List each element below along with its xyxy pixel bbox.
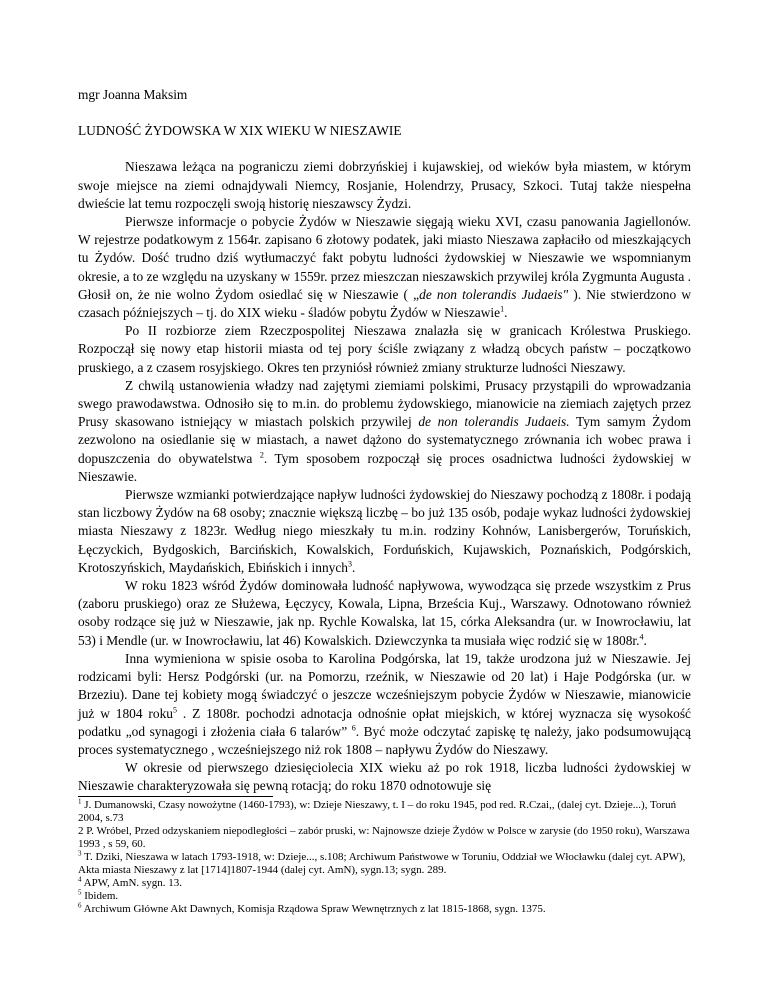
footnote bbox=[78, 890, 691, 903]
paragraph-text: ). Nie stwierdzono w czasach późniejszych – tj. do XIX wieku - śladów pobytu Żydów w Nieszawie bbox=[78, 286, 692, 321]
paragraph bbox=[78, 377, 691, 486]
footnote-mark: 3 bbox=[78, 849, 82, 858]
document-page bbox=[78, 86, 691, 916]
footnote-ref: 4 bbox=[639, 632, 644, 642]
paragraph-text: Nieszawa leżąca na pograniczu ziemi dobrzyńskiej i kujawskiej, od wieków była miastem, w którym swoje miejsce na ziemi odnajdywali Niemcy, Rosjanie, Holendrzy, Prusacy, Szkoci. Tutaj także niespełna dwieście lat temu rozpoczęli swoją historię nieszawscy Żydzi. bbox=[78, 159, 691, 211]
footnote-mark: 5 bbox=[78, 888, 82, 897]
footnote-text: Ibidem. bbox=[81, 890, 119, 903]
author-line: mgr Joanna Maksim bbox=[78, 87, 188, 102]
paragraph-text: W okresie od pierwszego dziesięciolecia XIX wieku aż po rok 1918, liczba ludności żydowskiej w Nieszawie charakteryzowała się pewną rotacją; do roku 1870 odnotowuje się bbox=[78, 760, 691, 794]
paragraph-text: Pierwsze wzmianki potwierdzające napływ ludności żydowskiej do Nieszawy pochodzą z 1808r. i podają stan liczbowy Żydów na 68 osoby; znacznie większą liczbę – bo już 135 osób, podaje wykaz ludności żydowskiej miasta Nieszawy z 1823r. Według niego mieszkały tu m.in. rodziny Kohnów, Lanisbergerów, Toruńskich, Łęczyckich, Bydgoskich, Barcińskich, Kowalskich, Forduńskich, Kujawskich, Poznańskich, Podgórskich, Krotoszyńskich, Maydańskich, Ebińskich i innych bbox=[78, 487, 691, 575]
paragraph-text: . Z 1808r. pochodzi adnotacja odnośnie opłat miejskich, w której wyznacza się wysokość podatku „od synagogi i złożenia ciała 6 talarów” bbox=[78, 705, 691, 739]
paragraph bbox=[78, 759, 691, 795]
paragraph-text: Po II rozbiorze ziem Rzeczpospolitej Nieszawa znalazła się w granicach Królestwa Pruskiego. Rozpoczął się nowy etap historii miasta od tej pory ściśle związany z władzą obcych państw – początkowo pruskiego, a z czasem rosyjskiego. Okres ten przyniósł również zmiany strukturze ludności Nieszawy. bbox=[78, 323, 691, 375]
footnote-ref: 6 bbox=[351, 723, 356, 733]
footnote bbox=[78, 796, 691, 825]
paragraph-text: . bbox=[643, 632, 647, 648]
body-text bbox=[78, 158, 691, 795]
latin-phrase: de non tolerandis Judaeis" bbox=[419, 286, 569, 302]
paragraph bbox=[78, 158, 691, 213]
paragraph-text: . Być może odczytać zapiskę tę należy, jako podsumowującą proces systematycznego , wcześniejszego niż rok 1808 – napływu Żydów do Nieszawy. bbox=[78, 723, 691, 757]
footnote-ref: 5 bbox=[172, 705, 177, 715]
footnote-text: APW, AmN. sygn. 13. bbox=[81, 877, 182, 890]
footnotes bbox=[78, 796, 691, 917]
paragraph bbox=[78, 322, 691, 377]
footnote-mark: 4 bbox=[78, 875, 82, 884]
paragraph-text: Tym samym Żydom zezwolono na osiedlanie się w miastach, a nawet dążono do systematycznego zrównania ich wobec prawa i dopuszczenia do obywatelstwa bbox=[78, 414, 691, 466]
paragraph-text: . Tym sposobem rozpoczął się proces osadnictwa ludności żydowskiej w Nieszawie. bbox=[78, 450, 691, 484]
footnote bbox=[78, 825, 691, 851]
footnote-text: Archiwum Główne Akt Dawnych, Komisja Rządowa Spraw Wewnętrznych z lat 1815-1868, sygn. 1375. bbox=[81, 903, 546, 916]
footnote-separator bbox=[78, 796, 273, 797]
paragraph bbox=[78, 650, 691, 759]
paragraph-text: . bbox=[352, 559, 356, 575]
footnote-ref: 1 bbox=[500, 304, 505, 314]
footnote bbox=[78, 877, 691, 890]
paragraph bbox=[78, 577, 691, 650]
paragraph bbox=[78, 213, 691, 322]
paragraph-text: Pierwsze informacje o pobycie Żydów w Nieszawie sięgają wieku XVI, czasu panowania Jagiellonów. W rejestrze podatkowym z 1564r. zapisano 6 złotowy podatek, jaki miasto Nieszawa zapłaciło od mieszkających tu Żydów. Dość trudno dziś wytłumaczyć fakt pobytu ludności żydowskiej w Nieszawie we wspomnianym okresie, a to ze względu na uzyskany w 1559r. przez mieszczan nieszawskich przywilej króla Zygmunta Augusta . Głosił on, że nie wolno Żydom osiedlać się w Nieszawie ( „ bbox=[78, 214, 691, 302]
article-title: LUDNOŚĆ ŻYDOWSKA W XIX WIEKU W NIESZAWIE bbox=[78, 123, 402, 139]
footnote-text: T. Dziki, Nieszawa w latach 1793-1918, w: Dzieje..., s.108; Archiwum Państwowe w Toruniu, Oddział we Włocławku (dalej cyt. APW), Akta miasta Nieszawy z lat [1714]1807-1944 (dalej cyt. AmN), sygn.13; sygn. 289. bbox=[78, 850, 686, 876]
paragraph-text: . bbox=[504, 305, 508, 321]
footnote-ref: 3 bbox=[348, 559, 353, 569]
paragraph bbox=[78, 486, 691, 577]
footnote-ref: 2 bbox=[259, 450, 264, 460]
footnote-mark: 1 bbox=[78, 796, 82, 805]
footnote-text: P. Wróbel, Przed odzyskaniem niepodległości – zabór pruski, w: Najnowsze dzieje Żydów w Polsce w zarysie (do 1950 roku), Warszawa 1993 , s 59, 60. bbox=[78, 824, 690, 850]
footnote-mark: 6 bbox=[78, 901, 82, 910]
footnote-mark: 2 bbox=[78, 824, 84, 837]
footnote-text: J. Dumanowski, Czasy nowożytne (1460-1793), w: Dzieje Nieszawy, t. I – do roku 1945, pod red. R.Czai,, (dalej cyt. Dzieje...), Toruń 2004, s.73 bbox=[78, 798, 677, 824]
footnote bbox=[78, 851, 691, 877]
footnote bbox=[78, 903, 691, 916]
paragraph-text: Z chwilą ustanowienia władzy nad zajętymi ziemiami polskimi, Prusacy przystąpili do wprowadzania swego prawodawstwa. Odnosiło się to m.in. do problemu żydowskiego, mianowicie na ziemiach zajętych przez Prusy skasowano istniejący w miastach polskich przywilej bbox=[78, 377, 691, 430]
paragraph-text: W roku 1823 wśród Żydów dominowała ludność napływowa, wywodząca się przede wszystkim z Prus (zaboru pruskiego) oraz ze Służewa, Łęczycy, Kowala, Lipna, Brześcia Kuj., Warszawy. Odnotowano również osoby rodzące się już w Nieszawie, jak np. Rychle Kowalska, lat 15, córka Aleksandra (ur. w Inowrocławiu, lat 53) i Mendle (ur. w Inowrocławiu, lat 46) Kowalskich. Dziewczynka ta musiała więc rodzić się w 1808r. bbox=[78, 578, 691, 648]
latin-phrase: de non tolerandis Judaeis. bbox=[418, 414, 570, 430]
paragraph-text: Inna wymieniona w spisie osoba to Karolina Podgórska, lat 19, także urodzona już w Nieszawie. Jej rodzicami byli: Hersz Podgórski (ur. na Pomorzu, rzeźnik, w Nieszawie od 20 lat) i Haje Podgórska (ur. w Brzeziu). Dane tej kobiety mogą świadczyć o jeszcze wcześniejszym pobycie Żydów w Nieszawie, mianowicie już w 1804 roku bbox=[78, 650, 691, 721]
